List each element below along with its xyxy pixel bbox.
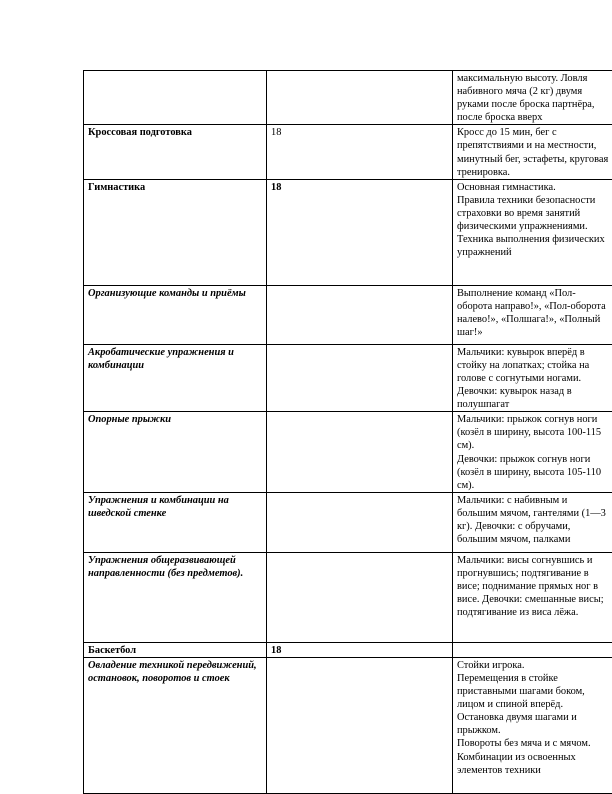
section-name-cell: Баскетбол xyxy=(84,642,267,657)
hours-cell xyxy=(267,285,453,344)
table-row xyxy=(84,179,612,285)
content-cell: Мальчики: кувырок вперёд в стойку на лопатках; стойка на голове с согнутыми ногами. Девочки: кувырок назад в полушпагат xyxy=(453,344,612,411)
content-cell: Основная гимнастика. Правила техники безопасности страховки во время занятий физическими упражнениями. Техника выполнения физических упражнений xyxy=(453,179,612,285)
hours-cell: 18 xyxy=(267,125,453,179)
section-name-cell: Гимнастика xyxy=(84,179,267,285)
table-row xyxy=(84,657,612,793)
topic-name-cell: Овладение техникой передвижений, остановок, поворотов и стоек xyxy=(84,657,267,793)
hours-cell xyxy=(267,657,453,793)
table-row xyxy=(84,552,612,642)
topic-name-cell: Акробатические упражнения и комбинации xyxy=(84,344,267,411)
content-cell xyxy=(453,642,612,657)
hours-cell xyxy=(267,492,453,552)
table-row xyxy=(84,285,612,344)
hours-cell xyxy=(267,412,453,493)
content-cell: Мальчики: прыжок согнув ноги (козёл в ширину, высота 100-115 см). Девочки: прыжок согнув ноги (козёл в ширину, высота 105-110 см). xyxy=(453,412,612,493)
topic-name-cell: Опорные прыжки xyxy=(84,412,267,493)
content-cell: Кросс до 15 мин, бег с препятствиями и на местности, минутный бег, эстафеты, круговая тренировка. xyxy=(453,125,612,179)
content-cell: максимальную высоту. Ловля набивного мяча (2 кг) двумя руками после броска партнёра, после броска вверх xyxy=(453,71,612,125)
content-cell: Мальчики: с набивным и большим мячом, гантелями (1—3 кг). Девочки: с обручами, большим мячом, палками xyxy=(453,492,612,552)
hours-cell xyxy=(267,71,453,125)
section-name-cell xyxy=(84,71,267,125)
hours-cell xyxy=(267,552,453,642)
content-cell: Выполнение команд «Пол-оборота направо!», «Пол-оборота налево!», «Полшага!», «Полный шаг!» xyxy=(453,285,612,344)
table-row xyxy=(84,71,612,125)
content-cell: Мальчики: висы согнувшись и прогнувшись; подтягивание в висе; поднимание прямых ног в висе. Девочки: смешанные висы; подтягивание из виса лёжа. xyxy=(453,552,612,642)
section-name-cell: Кроссовая подготовка xyxy=(84,125,267,179)
table-row xyxy=(84,344,612,411)
table-row xyxy=(84,412,612,493)
topic-name-cell: Организующие команды и приёмы xyxy=(84,285,267,344)
topic-name-cell: Упражнения и комбинации на шведской стенке xyxy=(84,492,267,552)
table-row xyxy=(84,642,612,657)
hours-cell: 18 xyxy=(267,179,453,285)
curriculum-table xyxy=(83,70,612,794)
hours-cell: 18 xyxy=(267,642,453,657)
topic-name-cell: Упражнения общеразвивающей направленности (без предметов). xyxy=(84,552,267,642)
content-cell: Стойки игрока. Перемещения в стойке приставными шагами боком, лицом и спиной вперёд. Остановка двумя шагами и прыжком. Повороты без мяча и с мячом. Комбинации из освоенных элементов техники xyxy=(453,657,612,793)
hours-cell xyxy=(267,344,453,411)
table-row xyxy=(84,492,612,552)
table-row xyxy=(84,125,612,179)
